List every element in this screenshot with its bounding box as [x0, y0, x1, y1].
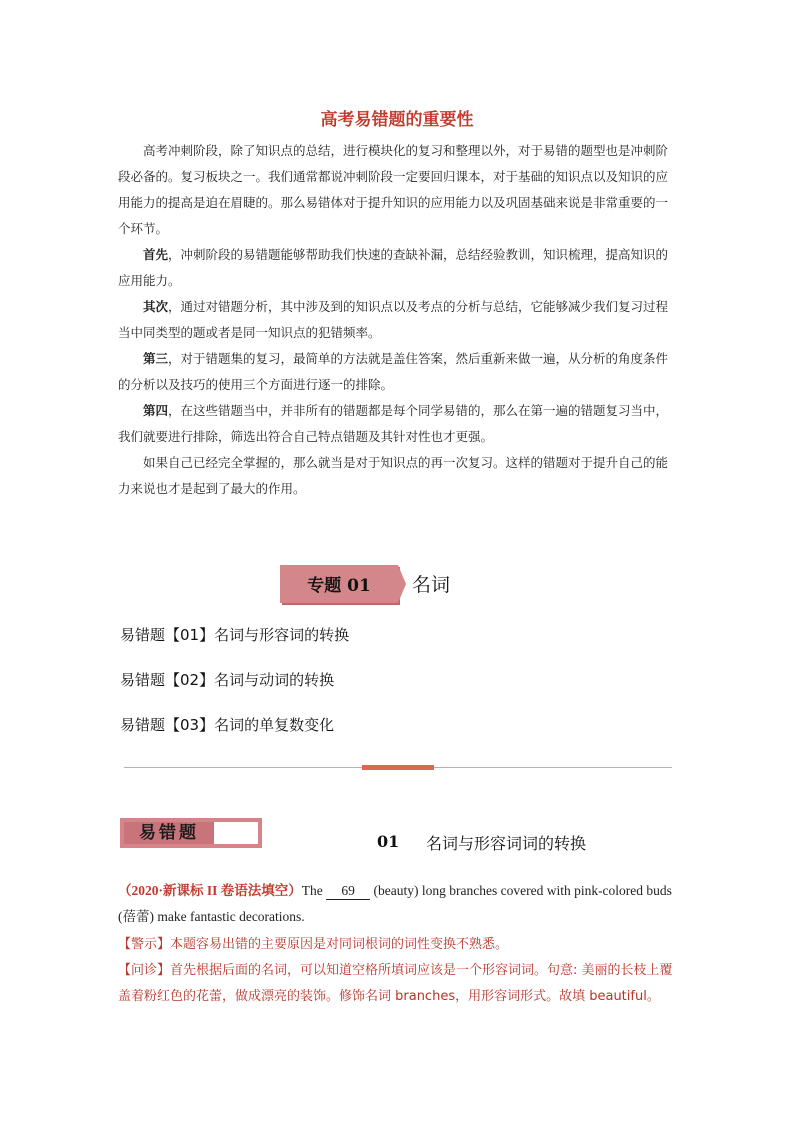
intro-paragraph: 如果自己已经完全掌握的，那么就当是对于知识点的再一次复习。这样的错题对于提升自己的能力来说也才是起到了最大的作用。	[118, 455, 669, 496]
question-source: （2020·新课标 II 卷语法填空）	[118, 883, 302, 898]
lead-word: 第三	[143, 351, 169, 366]
question-title: 名词与形容词词的转换	[426, 834, 587, 853]
intro-paragraph: 首先，冲刺阶段的易错题能够帮助我们快速的查缺补漏，总结经验教训，知识梳理，提高知识的应用能力。	[118, 247, 669, 288]
lead-word: 第四	[143, 403, 169, 418]
list-item: 易错题【02】名词与动词的转换	[120, 671, 335, 689]
intro-section	[118, 138, 678, 502]
answer-blank: 69	[326, 883, 370, 900]
topic-name: 名词	[412, 574, 451, 596]
intro-paragraph: 其次，通过对错题分析，其中涉及到的知识点以及考点的分析与总结，它能够减少我们复习过程当中同类型的题或者是同一知识点的犯错频率。	[118, 299, 669, 340]
intro-paragraph: 高考冲刺阶段，除了知识点的总结，进行模块化的复习和整理以外，对于易错的题型也是冲刺阶段必备的。复习板块之一。我们通常都说冲刺阶段一定要回归课本，对于基础的知识点以及知识的应用能力的提高是迫在眉睫的。那么易错体对于提升知识的应用能力以及巩固基础来说是非常重要的一个环节。	[118, 143, 669, 236]
divider-accent	[362, 765, 434, 770]
lead-word: 首先	[143, 247, 169, 262]
list-item: 易错题【01】名词与形容词的转换	[120, 626, 350, 644]
question-body	[118, 878, 678, 930]
badge-blank-area	[214, 822, 258, 844]
question-text-after: (beauty) long branches covered with pink-colored buds (蓓蕾) make fantastic decorations.	[118, 883, 672, 924]
lead-word: 其次	[143, 299, 169, 314]
topic-arrow-icon	[398, 565, 406, 603]
diagnosis-note: 【问诊】首先根据后面的名词，可以知道空格所填词应该是一个形容词词。句意: 美丽的长枝上覆盖着粉红色的花蕾，做成漂亮的装饰。修饰名词 branches，用形容词形式。故填 beautiful。	[118, 963, 673, 1004]
error-badge-label: 易错题	[124, 822, 214, 844]
topic-label: 专题 01	[307, 576, 371, 596]
question-number: 01	[377, 832, 400, 851]
topic-item-list	[120, 624, 349, 759]
warning-note: 【警示】本题容易出错的主要原因是对同词根词的词性变换不熟悉。	[118, 937, 509, 952]
intro-paragraph: 第三，对于错题集的复习，最简单的方法就是盖住答案，然后重新来做一遍，从分析的角度条件的分析以及技巧的使用三个方面进行逐一的排除。	[118, 351, 669, 392]
question-text-before: The	[301, 883, 323, 898]
list-item: 易错题【03】名词的单复数变化	[120, 716, 335, 734]
page-title: 高考易错题的重要性	[320, 110, 474, 130]
intro-paragraph: 第四，在这些错题当中，并非所有的错题都是每个同学易错的，那么在第一遍的错题复习当中，我们就要进行排除，筛选出符合自己特点错题及其针对性也才更强。	[118, 403, 669, 444]
